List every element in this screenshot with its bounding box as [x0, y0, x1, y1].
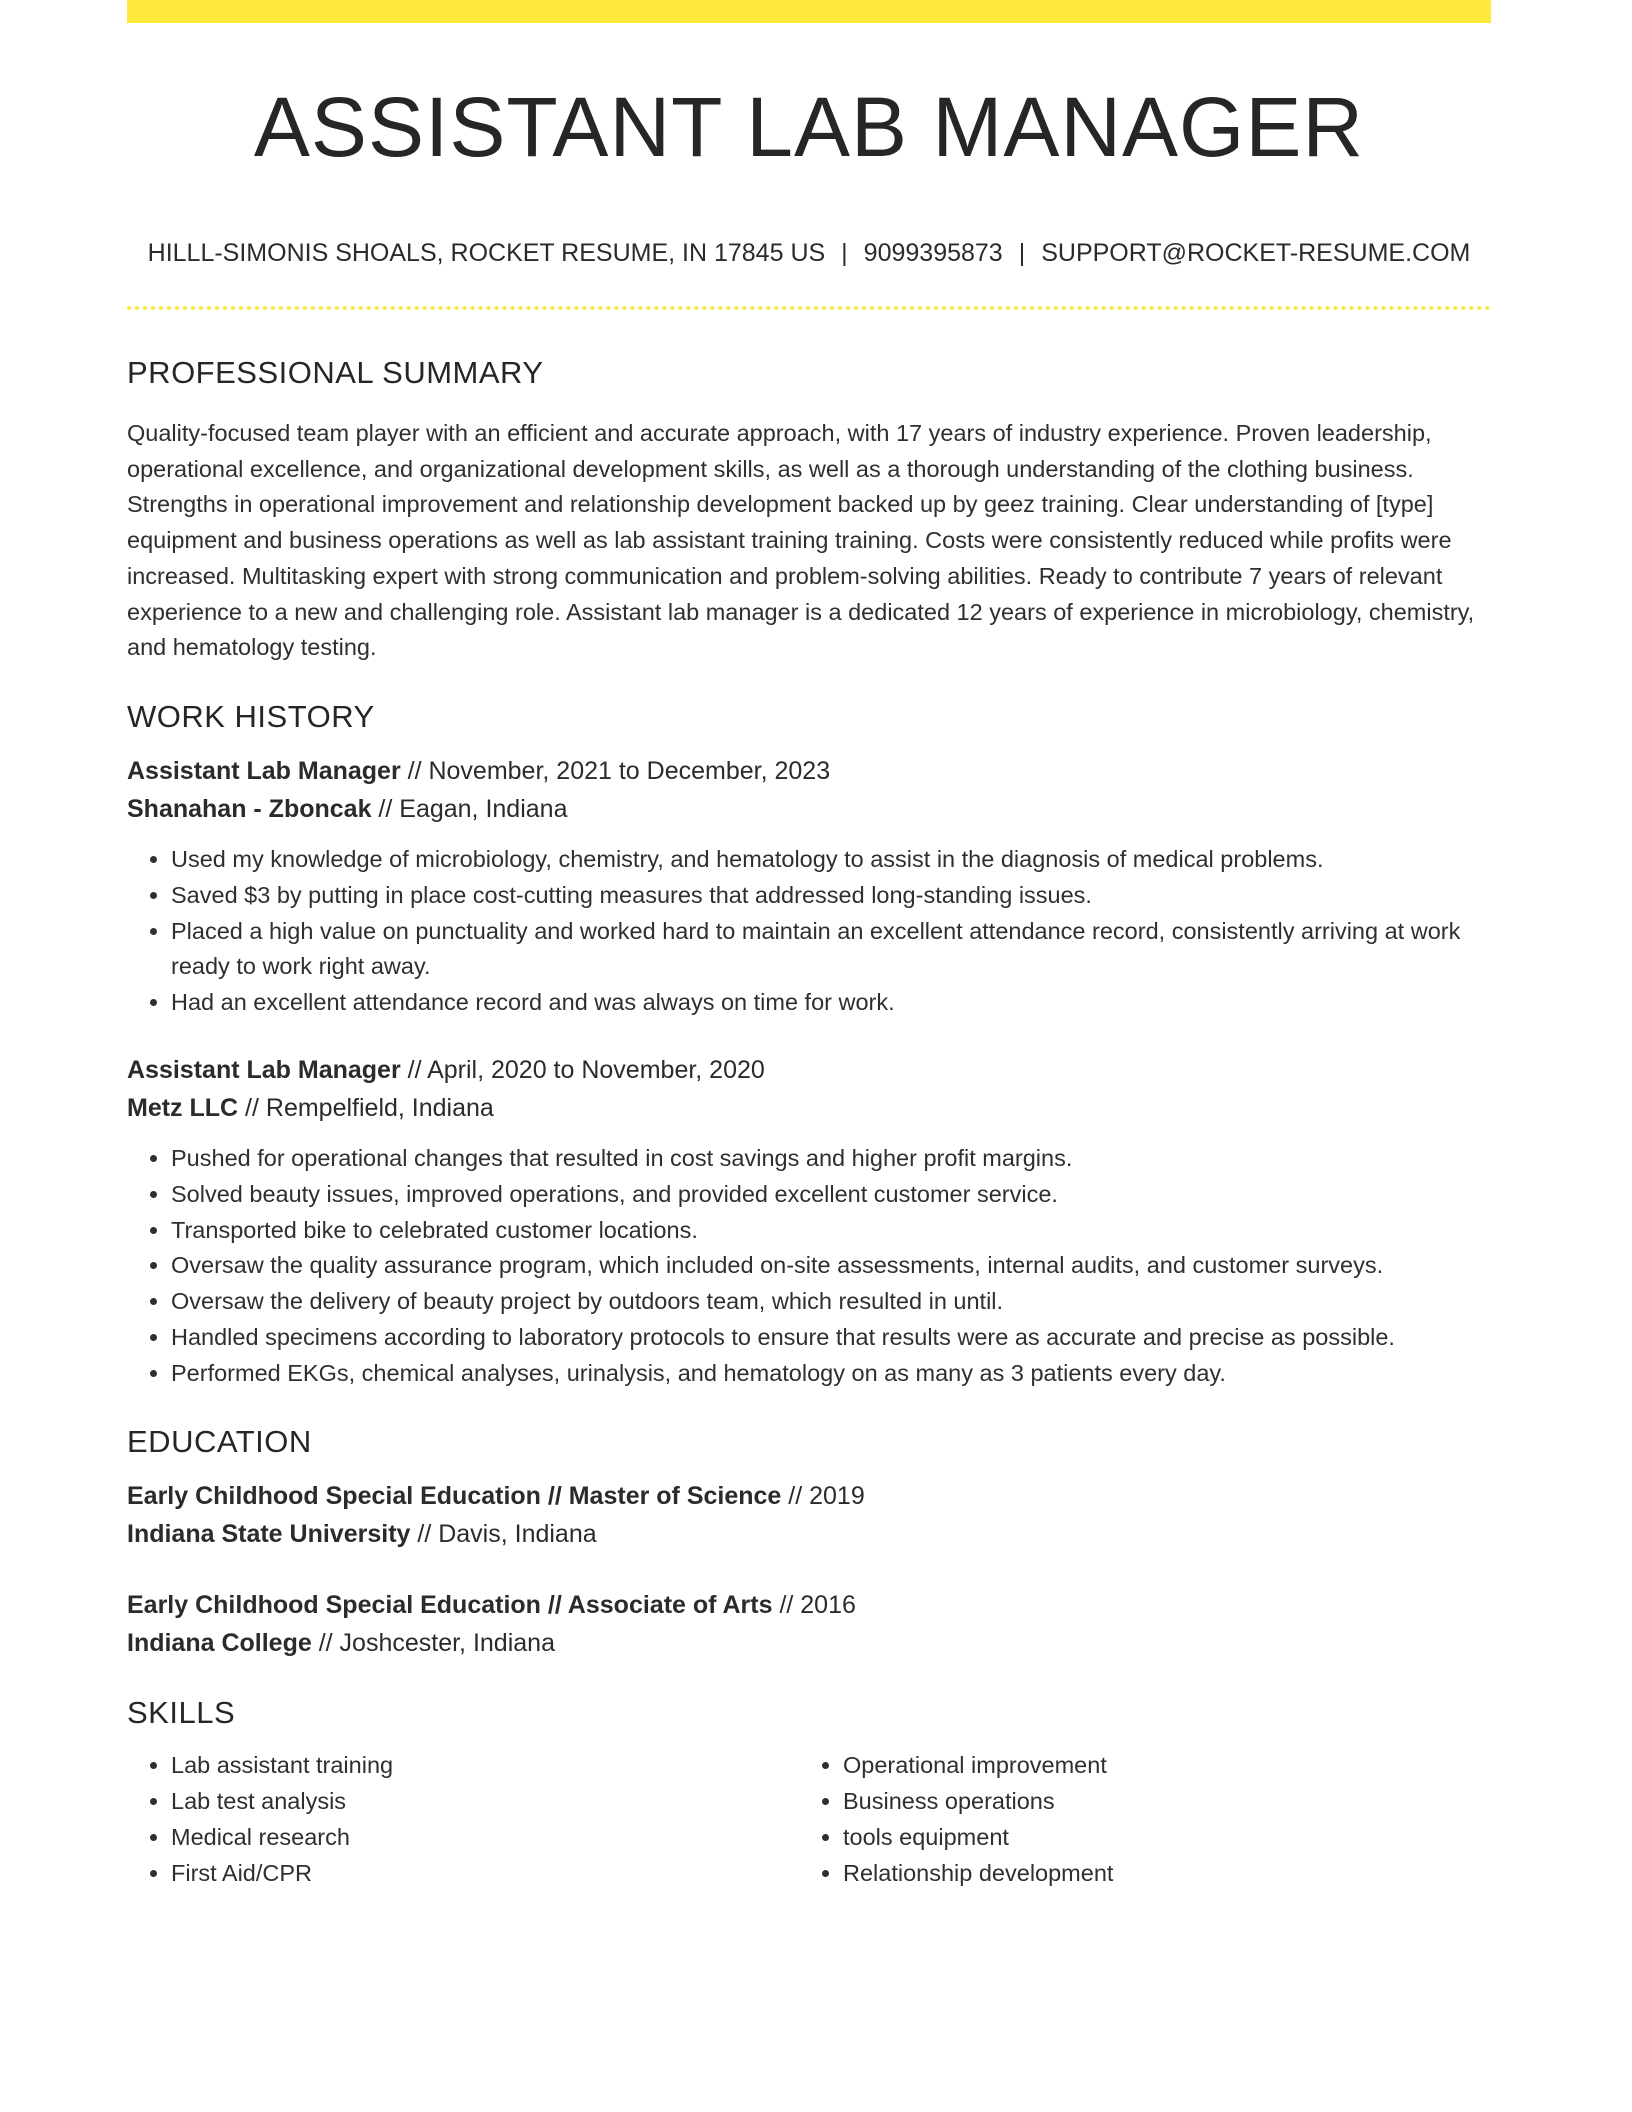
list-item: • Placed a high value on punctuality and worked hard to maintain an excellent attendance record, consistently arriving at work ready to work right away. — [171, 914, 1491, 986]
job-location: // Rempelfield, Indiana — [238, 1093, 494, 1122]
skill-item: • tools equipment — [843, 1820, 1471, 1856]
job-dates: // April, 2020 to November, 2020 — [400, 1055, 765, 1084]
skill-item: • Operational improvement — [843, 1748, 1471, 1784]
skills-heading: SKILLS — [127, 1695, 236, 1731]
education-degree: Early Childhood Special Education // Master of Science — [127, 1482, 782, 1511]
list-item: • Oversaw the delivery of beauty project by outdoors team, which resulted in until. — [171, 1284, 1491, 1320]
education-school: Indiana College — [127, 1629, 312, 1658]
education-school-line — [127, 1624, 1491, 1662]
list-item: • Oversaw the quality assurance program, which included on-site assessments, internal audits, and customer surveys. — [171, 1248, 1491, 1284]
education-degree-line — [127, 1477, 1491, 1515]
education-school-line — [127, 1515, 1491, 1553]
job-role: Assistant Lab Manager — [127, 756, 401, 785]
education-location: // Joshcester, Indiana — [311, 1629, 555, 1658]
contact-phone: 9099395873 — [863, 239, 1003, 267]
education-degree-line — [127, 1586, 1491, 1624]
summary-heading: PROFESSIONAL SUMMARY — [127, 355, 544, 390]
job-company-line — [127, 790, 1491, 828]
skill-item: • Relationship development — [843, 1856, 1471, 1892]
list-item: • Performed EKGs, chemical analyses, urinalysis, and hematology on as many as 3 patients every day. — [171, 1356, 1491, 1392]
resume-title: ASSISTANT LAB MANAGER — [253, 80, 1365, 174]
contact-email: SUPPORT@ROCKET-RESUME.COM — [1041, 239, 1471, 267]
skill-item: • Lab assistant training — [171, 1748, 799, 1784]
job-role: Assistant Lab Manager — [127, 1055, 401, 1084]
skills-column-right — [799, 1748, 1471, 1891]
contact-address: HILLL-SIMONIS SHOALS, ROCKET RESUME, IN 17845 US — [147, 239, 826, 267]
summary-paragraph: Quality-focused team player with an efficient and accurate approach, with 17 years of industry experience. Proven leadership, operational excellence, and organizational development skills, as well as a thorough understanding of the clothing business. Strengths in operational improvement and relationship development backed up by geez training. Clear understanding of [type] equipment and business operations as well as lab assistant training training. Costs were consistently reduced while profits were increased. Multitasking expert with strong communication and problem-solving abilities. Ready to contribute 7 years of relevant experience to a new and challenging role. Assistant lab manager is a dedicated 12 years of experience in microbiology, chemistry, and hematology testing. — [127, 420, 1475, 661]
contact-separator: | — [841, 239, 848, 267]
list-item: • Had an excellent attendance record and was always on time for work. — [171, 985, 1491, 1021]
skill-item: • Business operations — [843, 1784, 1471, 1820]
resume-page — [127, 0, 1491, 1892]
job-entry — [127, 1051, 1491, 1392]
job-company: Metz LLC — [127, 1093, 239, 1122]
job-dates: // November, 2021 to December, 2023 — [400, 756, 831, 785]
education-year: // 2016 — [772, 1591, 856, 1620]
job-entry — [127, 752, 1491, 1021]
list-item: • Transported bike to celebrated customer locations. — [171, 1213, 1491, 1249]
job-title-line — [127, 1051, 1491, 1089]
list-item: • Used my knowledge of microbiology, chemistry, and hematology to assist in the diagnosis of medical problems. — [171, 842, 1491, 878]
skill-item: • Lab test analysis — [171, 1784, 799, 1820]
job-company: Shanahan - Zboncak — [127, 794, 372, 823]
list-item: • Handled specimens according to laboratory protocols to ensure that results were as accurate and precise as possible. — [171, 1320, 1491, 1356]
list-item: • Solved beauty issues, improved operations, and provided excellent customer service. — [171, 1177, 1491, 1213]
education-school: Indiana State University — [127, 1520, 411, 1549]
skill-item: • First Aid/CPR — [171, 1856, 799, 1892]
list-item: • Pushed for operational changes that resulted in cost savings and higher profit margins. — [171, 1141, 1491, 1177]
education-location: // Davis, Indiana — [410, 1520, 597, 1549]
contact-line — [127, 241, 1491, 266]
job-bullets — [127, 1141, 1491, 1392]
work-history-heading: WORK HISTORY — [127, 698, 375, 734]
education-heading: EDUCATION — [127, 1424, 312, 1460]
education-degree: Early Childhood Special Education // Associate of Arts — [127, 1591, 773, 1620]
list-item: • Saved $3 by putting in place cost-cutting measures that addressed long-standing issues. — [171, 878, 1491, 914]
skills-list — [127, 1748, 1491, 1891]
accent-top-bar — [127, 0, 1491, 23]
skills-column-left — [127, 1748, 799, 1891]
education-year: // 2019 — [781, 1482, 865, 1511]
job-location: // Eagan, Indiana — [371, 794, 568, 823]
job-title-line — [127, 752, 1491, 790]
job-bullets — [127, 842, 1491, 1021]
contact-separator: | — [1018, 239, 1026, 267]
skill-item: • Medical research — [171, 1820, 799, 1856]
job-company-line — [127, 1089, 1491, 1127]
dotted-divider — [127, 306, 1491, 310]
